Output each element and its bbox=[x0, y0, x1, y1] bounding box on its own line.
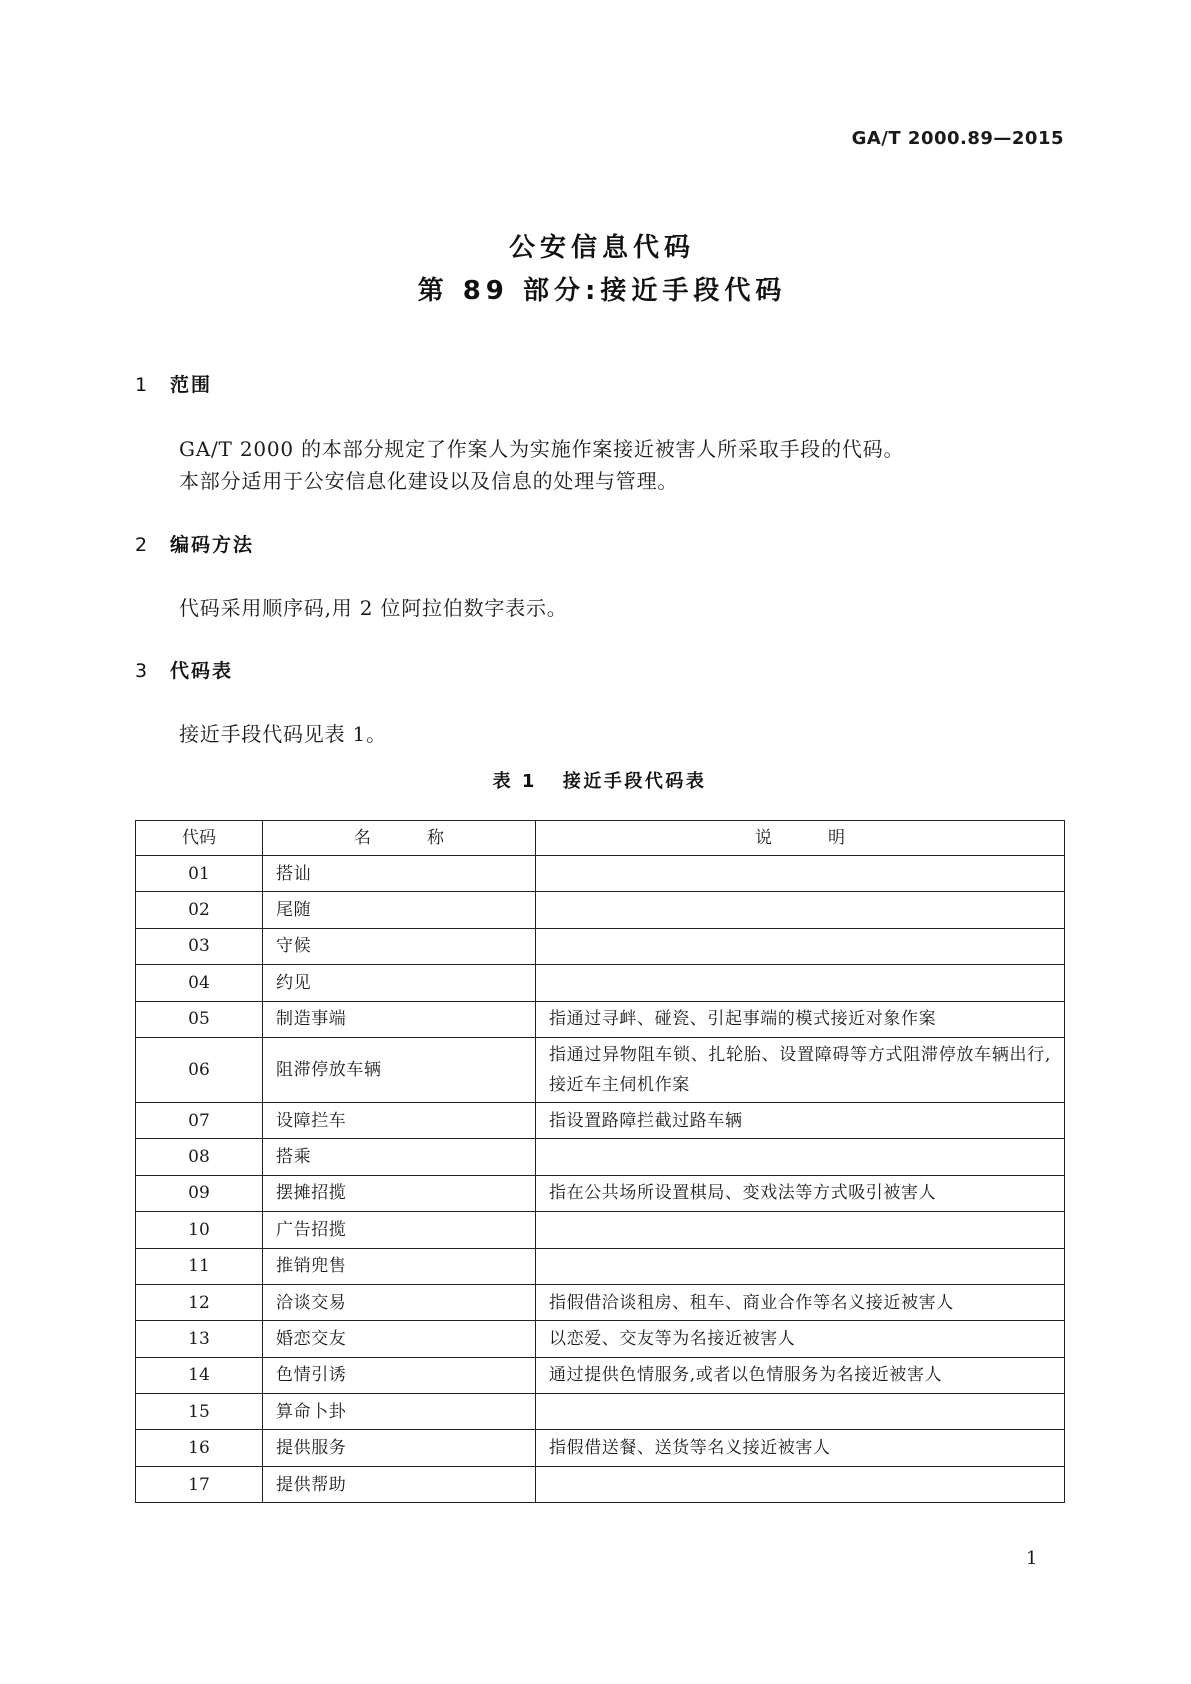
section-heading-coding-method bbox=[135, 531, 254, 559]
table-caption bbox=[135, 768, 1064, 796]
section-body-code-table bbox=[179, 718, 387, 750]
code-cell: 12 bbox=[136, 1284, 263, 1320]
table-row bbox=[136, 1001, 1065, 1037]
table-row bbox=[136, 1321, 1065, 1357]
section-body-coding-method bbox=[179, 592, 568, 624]
code-cell: 13 bbox=[136, 1321, 263, 1357]
description-cell bbox=[536, 892, 1065, 928]
section-number: 2 bbox=[135, 534, 148, 556]
paragraph: GA/T 2000 的本部分规定了作案人为实施作案接近被害人所采取手段的代码。 bbox=[179, 437, 905, 461]
name-cell: 色情引诱 bbox=[263, 1357, 536, 1393]
table-row bbox=[136, 1466, 1065, 1502]
column-header-label: 名称 bbox=[354, 828, 500, 848]
standard-number: GA/T 2000.89—2015 bbox=[851, 128, 1064, 149]
table-row bbox=[136, 856, 1065, 892]
section-number: 1 bbox=[135, 374, 148, 396]
description-cell bbox=[536, 965, 1065, 1001]
code-table bbox=[135, 820, 1065, 1503]
paragraph: 接近手段代码见表 1。 bbox=[179, 722, 387, 746]
description-cell: 指在公共场所设置棋局、变戏法等方式吸引被害人 bbox=[536, 1175, 1065, 1211]
code-cell: 01 bbox=[136, 856, 263, 892]
table-row bbox=[136, 965, 1065, 1001]
table-row bbox=[136, 1357, 1065, 1393]
paragraph: 本部分适用于公安信息化建设以及信息的处理与管理。 bbox=[179, 469, 679, 493]
code-cell: 03 bbox=[136, 928, 263, 964]
name-cell: 约见 bbox=[263, 965, 536, 1001]
paragraph: 代码采用顺序码,用 2 位阿拉伯数字表示。 bbox=[179, 596, 568, 620]
table-row bbox=[136, 1284, 1065, 1320]
column-header-name bbox=[263, 821, 536, 856]
name-cell: 广告招揽 bbox=[263, 1212, 536, 1248]
table-header-row bbox=[136, 821, 1065, 856]
table-row bbox=[136, 1248, 1065, 1284]
code-cell: 05 bbox=[136, 1001, 263, 1037]
table-row bbox=[136, 1175, 1065, 1211]
table-body bbox=[136, 856, 1065, 1503]
code-cell: 09 bbox=[136, 1175, 263, 1211]
description-cell: 指设置路障拦截过路车辆 bbox=[536, 1102, 1065, 1138]
name-cell: 制造事端 bbox=[263, 1001, 536, 1037]
code-cell: 16 bbox=[136, 1430, 263, 1466]
description-cell bbox=[536, 1212, 1065, 1248]
column-header-label: 说明 bbox=[755, 828, 901, 848]
description-cell: 指通过异物阻车锁、扎轮胎、设置障碍等方式阻滞停放车辆出行,接近车主伺机作案 bbox=[536, 1037, 1065, 1102]
name-cell: 提供帮助 bbox=[263, 1466, 536, 1502]
column-header-code bbox=[136, 821, 263, 856]
section-body-scope bbox=[179, 433, 904, 497]
code-cell: 04 bbox=[136, 965, 263, 1001]
code-cell: 10 bbox=[136, 1212, 263, 1248]
name-cell: 提供服务 bbox=[263, 1430, 536, 1466]
name-cell: 洽谈交易 bbox=[263, 1284, 536, 1320]
description-cell: 指假借送餐、送货等名义接近被害人 bbox=[536, 1430, 1065, 1466]
description-cell bbox=[536, 1248, 1065, 1284]
table-row bbox=[136, 1430, 1065, 1466]
description-cell bbox=[536, 1466, 1065, 1502]
name-cell: 婚恋交友 bbox=[263, 1321, 536, 1357]
name-cell: 搭乘 bbox=[263, 1139, 536, 1175]
table-row bbox=[136, 1394, 1065, 1430]
column-header-description bbox=[536, 821, 1065, 856]
description-cell bbox=[536, 856, 1065, 892]
table-caption-number: 表 1 bbox=[492, 771, 537, 792]
section-title: 编码方法 bbox=[170, 534, 255, 556]
document-subtitle: 第 89 部分:接近手段代码 bbox=[417, 276, 787, 306]
page-number: 1 bbox=[1026, 1548, 1038, 1569]
table-header bbox=[136, 821, 1065, 856]
description-cell: 指通过寻衅、碰瓷、引起事端的模式接近对象作案 bbox=[536, 1001, 1065, 1037]
code-cell: 07 bbox=[136, 1102, 263, 1138]
section-heading-scope bbox=[135, 371, 212, 399]
code-cell: 08 bbox=[136, 1139, 263, 1175]
section-number: 3 bbox=[135, 660, 148, 682]
code-cell: 11 bbox=[136, 1248, 263, 1284]
name-cell: 设障拦车 bbox=[263, 1102, 536, 1138]
table-caption-title: 接近手段代码表 bbox=[562, 771, 707, 792]
table-row bbox=[136, 1139, 1065, 1175]
section-heading-code-table bbox=[135, 657, 233, 685]
name-cell: 摆摊招揽 bbox=[263, 1175, 536, 1211]
table-row bbox=[136, 892, 1065, 928]
name-cell: 搭讪 bbox=[263, 856, 536, 892]
code-cell: 17 bbox=[136, 1466, 263, 1502]
code-cell: 02 bbox=[136, 892, 263, 928]
name-cell: 阻滞停放车辆 bbox=[263, 1037, 536, 1102]
document-title: 公安信息代码 bbox=[508, 233, 695, 263]
column-header-label: 代码 bbox=[182, 828, 216, 848]
description-cell bbox=[536, 928, 1065, 964]
table-row bbox=[136, 1102, 1065, 1138]
code-cell: 15 bbox=[136, 1394, 263, 1430]
description-cell bbox=[536, 1139, 1065, 1175]
description-cell bbox=[536, 1394, 1065, 1430]
table-row bbox=[136, 1212, 1065, 1248]
name-cell: 尾随 bbox=[263, 892, 536, 928]
name-cell: 守候 bbox=[263, 928, 536, 964]
code-cell: 06 bbox=[136, 1037, 263, 1102]
description-cell: 通过提供色情服务,或者以色情服务为名接近被害人 bbox=[536, 1357, 1065, 1393]
table-row bbox=[136, 928, 1065, 964]
table-row bbox=[136, 1037, 1065, 1102]
name-cell: 算命卜卦 bbox=[263, 1394, 536, 1430]
code-cell: 14 bbox=[136, 1357, 263, 1393]
name-cell: 推销兜售 bbox=[263, 1248, 536, 1284]
section-title: 范围 bbox=[170, 374, 213, 396]
description-cell: 以恋爱、交友等为名接近被害人 bbox=[536, 1321, 1065, 1357]
description-cell: 指假借洽谈租房、租车、商业合作等名义接近被害人 bbox=[536, 1284, 1065, 1320]
section-title: 代码表 bbox=[170, 660, 234, 682]
